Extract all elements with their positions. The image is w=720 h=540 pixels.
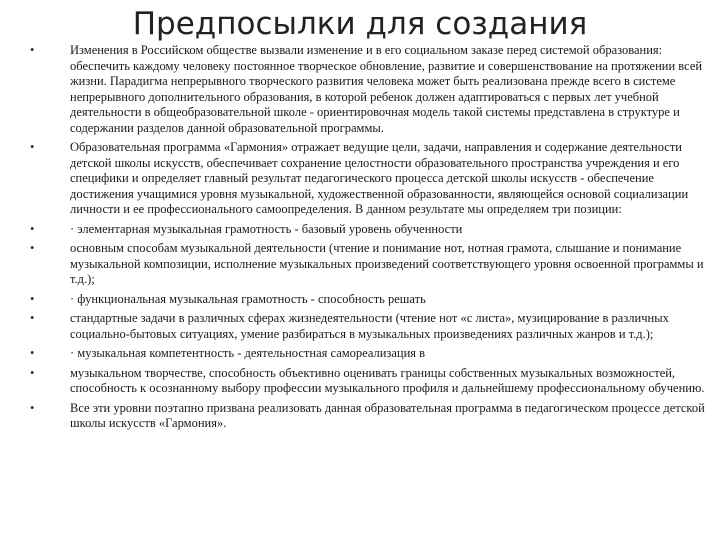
- list-item: [30, 140, 710, 218]
- bullet-icon: •: [30, 221, 35, 236]
- bullet-icon: •: [30, 400, 35, 415]
- slide-title: Предпосылки для создания: [132, 6, 588, 42]
- paragraph-text: основным способам музыкальной деятельности (чтение и понимание нот, нотная грамота, слышание и понимание музыкальной композиции, исполнение музыкальных произведений соответствующего уровня освоенной программы и т.д.);: [70, 241, 704, 286]
- paragraph-text: · элементарная музыкальная грамотность - базовый уровень обученности: [70, 221, 463, 236]
- list-item: [30, 346, 710, 362]
- bullet-icon: •: [30, 346, 35, 360]
- bullet-icon: •: [30, 241, 35, 255]
- paragraph-text: Образовательная программа «Гармония» отражает ведущие цели, задачи, направления и содержание деятельности детской школы искусств, обеспечивает сохранение целостности образовательного пространства учреждения и его специфики и определяет главный результат педагогического процесса детской школы искусств - обеспечение достижения учащимися уровня музыкальной, художественной образованности, являющейся основой социализации личности и ее профессионального самоопределения. В данном результате мы определяем три позиции:: [70, 140, 689, 216]
- bullet-list: [30, 43, 710, 432]
- list-item: [30, 241, 710, 288]
- paragraph-text: · функциональная музыкальная грамотность - способность решать: [70, 291, 426, 306]
- list-item: [30, 43, 710, 136]
- paragraph-text: Изменения в Российском обществе вызвали изменение и в его социальном заказе перед системой образования: обеспечить каждому человеку постоянное творческое обновление, развитие и совершенствование на протяжении всей жизни. Парадигма непрерывного творческого развития человека может быть реализована прежде всего в системе непрерывного дополнительного образования, в которой ребенок должен адаптироваться с первых лет учебной деятельности в общеобразовательной школе - ориентировочная модель такой системы представлена в структуре и содержании разделов данной образовательной программы.: [70, 43, 703, 135]
- paragraph-text: музыкальном творчестве, способность объективно оценивать границы собственных музыкальных возможностей, способность к осознанному выбору профессии музыкального профиля и дальнейшему профессиональному обучению.: [70, 365, 705, 395]
- bullet-icon: •: [30, 365, 35, 380]
- bullet-icon: •: [30, 291, 35, 306]
- list-item: [30, 366, 710, 397]
- list-item: [30, 222, 710, 238]
- list-item: [30, 292, 710, 308]
- bullet-icon: •: [30, 140, 35, 154]
- paragraph-text: Все эти уровни поэтапно призвана реализовать данная образовательная программа в педагогическом процессе детской школы искусств «Гармония».: [70, 400, 705, 430]
- paragraph-text: · музыкальная компетентность - деятельностная самореализация в: [70, 346, 426, 360]
- bullet-icon: •: [30, 43, 35, 57]
- bullet-icon: •: [30, 311, 35, 325]
- paragraph-text: стандартные задачи в различных сферах жизнедеятельности (чтение нот «с листа», музицирование в различных социально-бытовых ситуациях, умение разбираться в музыкальных произведениях различных жанров и т.д.);: [70, 311, 669, 341]
- list-item: [30, 401, 710, 432]
- list-item: [30, 311, 710, 342]
